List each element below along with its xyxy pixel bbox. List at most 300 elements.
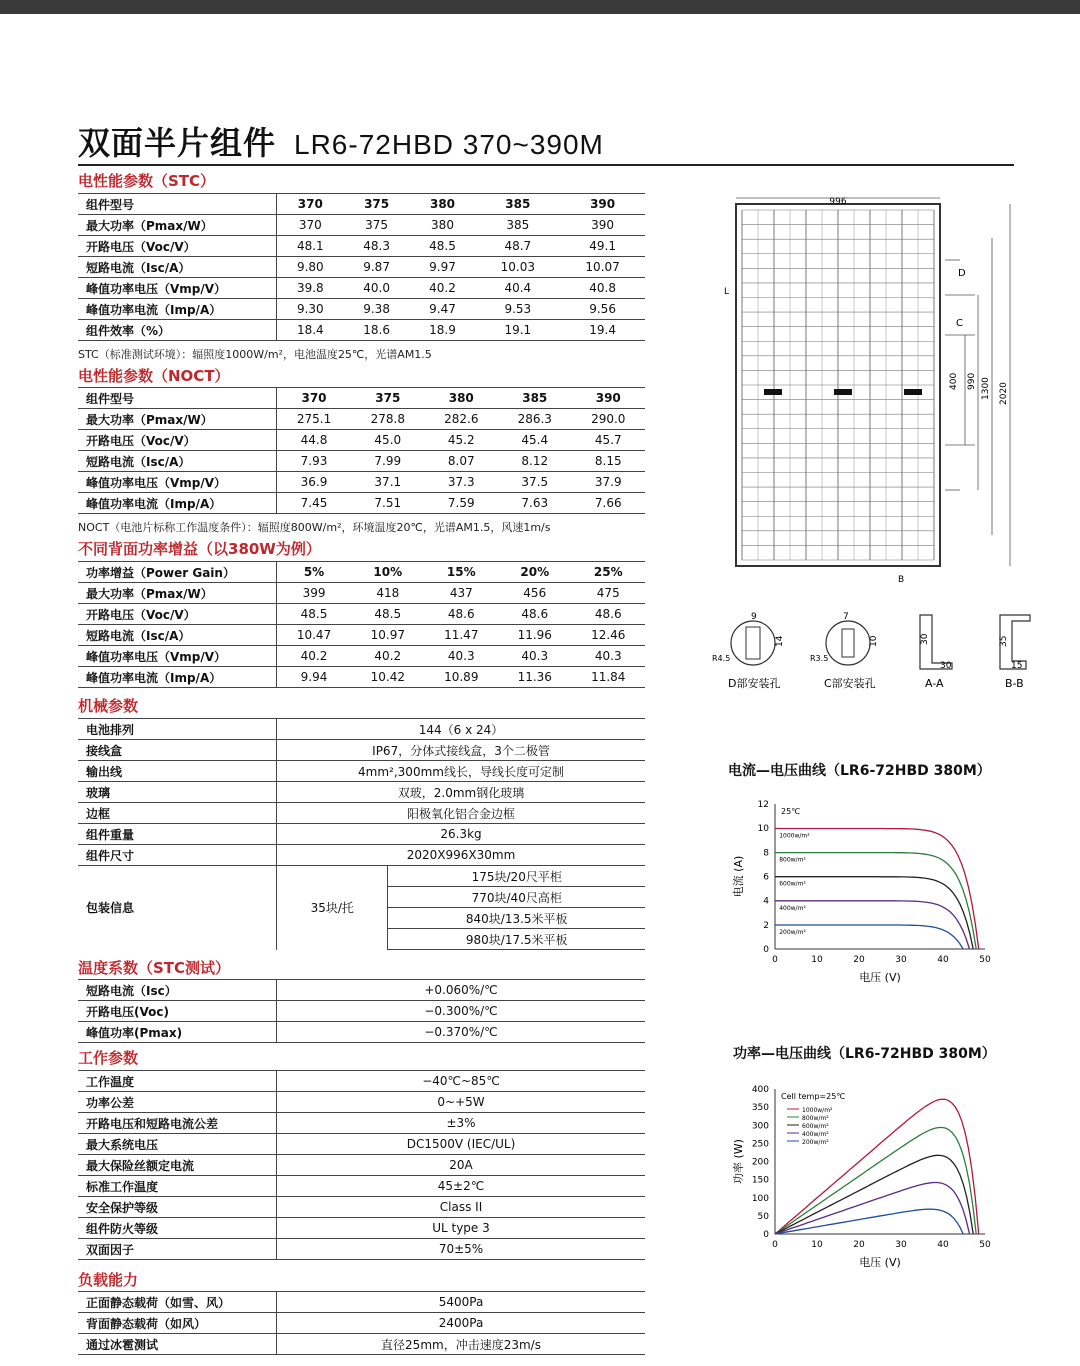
row-label: 接线盒 [78, 740, 277, 761]
table-row [78, 740, 645, 761]
row-label: 组件效率（%） [78, 320, 277, 341]
cell-value: 275.1 [277, 409, 352, 430]
cell-value: 19.4 [560, 320, 645, 341]
row-label: 组件尺寸 [78, 845, 277, 866]
cell-value: 40.2 [277, 646, 352, 667]
cell-value: 385 [475, 215, 560, 236]
table-row [78, 1313, 645, 1334]
table-row [78, 1071, 645, 1092]
cell-value: −40℃~85℃ [277, 1071, 646, 1092]
temp-heading: 温度系数（STC测试） [78, 959, 231, 977]
cell-value: 370 [277, 388, 352, 409]
temp-table [78, 979, 645, 1043]
cell-value: 4mm²,300mm线长，导线长度可定制 [277, 761, 646, 782]
noct-heading: 电性能参数（NOCT） [78, 367, 230, 385]
bb-caption: B-B [1005, 677, 1024, 690]
table-row [78, 472, 645, 493]
cell-value: 10.47 [277, 625, 352, 646]
cell-value: 7.63 [498, 493, 571, 514]
series-label: 400w/m² [779, 904, 806, 912]
dim-400: 400 [949, 372, 959, 390]
x-tick-label: 20 [853, 1240, 865, 1250]
row-label: 功率公差 [78, 1092, 277, 1113]
y-tick-label: 50 [757, 1211, 769, 1222]
table-row [78, 824, 645, 845]
cell-value: 49.1 [560, 236, 645, 257]
work-heading: 工作参数 [78, 1049, 139, 1067]
title-model: LR6-72HBD 370~390M [294, 129, 604, 160]
cell-value: 475 [572, 583, 646, 604]
row-label: 标准工作温度 [78, 1176, 277, 1197]
cell-value: 370 [277, 194, 344, 215]
row-label: 通过冰雹测试 [78, 1334, 277, 1355]
dim-1300: 1300 [981, 377, 991, 400]
cell-value: 980块/17.5米平板 [388, 929, 645, 950]
table-row [78, 409, 645, 430]
cell-value: 19.1 [475, 320, 560, 341]
table-row [78, 430, 645, 451]
x-tick-label: 50 [979, 1240, 991, 1250]
title-cn: 双面半片组件 [78, 124, 277, 162]
x-tick-label: 0 [772, 955, 778, 965]
x-tick-label: 30 [895, 955, 907, 965]
svg-text:35: 35 [999, 635, 1009, 647]
table-row [78, 388, 645, 409]
cell-value: 8.12 [498, 451, 571, 472]
label-c: C [956, 318, 963, 329]
stc-table [78, 193, 645, 341]
row-label: 最大功率（Pmax/W） [78, 409, 277, 430]
table-row [78, 1001, 645, 1022]
cell-value: 11.96 [498, 625, 571, 646]
cell-value: 8.15 [572, 451, 646, 472]
stc-note: STC（标准测试环境）：辐照度1000W/m²，电池温度25℃，光谱AM1.5 [78, 348, 432, 361]
cell-value: 390 [560, 194, 645, 215]
svg-text:9: 9 [751, 612, 757, 622]
x-tick-label: 40 [937, 955, 949, 965]
row-label: 玻璃 [78, 782, 277, 803]
series-line [775, 1155, 973, 1234]
cell-value: 278.8 [351, 409, 424, 430]
series-label: 800w/m² [779, 856, 806, 864]
width-dim: 996 [829, 197, 847, 207]
cell-value: 7.59 [425, 493, 498, 514]
cell-value: 40.3 [425, 646, 498, 667]
row-label: 峰值功率电压（Vmp/V） [78, 646, 277, 667]
gain-heading: 不同背面功率增益（以380W为例） [78, 540, 321, 558]
table-row [78, 845, 645, 866]
cell-value: 35块/托 [277, 866, 388, 950]
table-row [78, 299, 645, 320]
d-hole-caption: D部安装孔 [728, 677, 781, 690]
cell-value: 399 [277, 583, 352, 604]
table-row [78, 1239, 645, 1260]
work-table [78, 1070, 645, 1260]
row-label: 电池排列 [78, 719, 277, 740]
row-label: 峰值功率电流（Imp/A） [78, 667, 277, 688]
cell-value: 40.3 [498, 646, 571, 667]
legend-entry: 200w/m² [802, 1139, 829, 1146]
iv-chart [720, 790, 1020, 990]
y-tick-label: 100 [751, 1193, 769, 1204]
y-tick-label: 400 [751, 1085, 769, 1095]
row-label: 最大保险丝额定电流 [78, 1155, 277, 1176]
cell-value: 375 [344, 215, 410, 236]
row-label: 峰值功率(Pmax) [78, 1022, 277, 1043]
cell-value: 40.0 [344, 278, 410, 299]
row-label: 组件防火等级 [78, 1218, 277, 1239]
cell-value: 37.1 [351, 472, 424, 493]
d-mounting-hole [712, 612, 785, 690]
cell-value: 48.3 [344, 236, 410, 257]
x-axis-label: 电压 (V) [859, 1256, 901, 1269]
cell-value: 456 [498, 583, 571, 604]
row-label: 峰值功率电流（Imp/A） [78, 493, 277, 514]
cell-value: 11.84 [572, 667, 646, 688]
cell-value: 0~+5W [277, 1092, 646, 1113]
cell-value: 437 [425, 583, 498, 604]
y-tick-label: 2 [763, 920, 769, 931]
cell-value: 直径25mm，冲击速度23m/s [277, 1334, 646, 1355]
svg-text:30: 30 [940, 661, 952, 671]
cell-value: 39.8 [277, 278, 344, 299]
table-row [78, 451, 645, 472]
cell-value: 370 [277, 215, 344, 236]
cell-value: 9.80 [277, 257, 344, 278]
y-tick-label: 8 [763, 848, 769, 859]
row-label: 输出线 [78, 761, 277, 782]
svg-text:7: 7 [843, 612, 849, 622]
y-tick-label: 10 [757, 824, 769, 835]
y-tick-label: 350 [751, 1103, 769, 1114]
cell-value: 48.5 [277, 604, 352, 625]
x-tick-label: 10 [811, 1240, 823, 1250]
row-label: 正面静态载荷（如雪、风） [78, 1292, 277, 1313]
y-tick-label: 6 [763, 872, 769, 883]
row-label: 开路电压和短路电流公差 [78, 1113, 277, 1134]
x-tick-label: 10 [811, 955, 823, 965]
cell-value: 48.6 [425, 604, 498, 625]
load-table [78, 1291, 645, 1355]
cell-value: 40.2 [351, 646, 424, 667]
cell-value: 26.3kg [277, 824, 646, 845]
table-row [78, 1134, 645, 1155]
cell-value: 10.03 [475, 257, 560, 278]
cell-value: 40.3 [572, 646, 646, 667]
cell-value: 45±2℃ [277, 1176, 646, 1197]
pv-chart [720, 1075, 1020, 1275]
table-row [78, 236, 645, 257]
gain-table [78, 561, 645, 688]
annotation: Cell temp=25℃ [781, 1092, 846, 1101]
cell-value: 175块/20尺平柜 [388, 866, 645, 887]
table-row [78, 562, 645, 583]
table-row [78, 278, 645, 299]
iv-chart-title: 电流—电压曲线（LR6-72HBD 380M） [728, 763, 991, 779]
row-label: 安全保护等级 [78, 1197, 277, 1218]
cell-value: 9.53 [475, 299, 560, 320]
cell-value: 70±5% [277, 1239, 646, 1260]
cell-value: 9.47 [410, 299, 476, 320]
svg-text:30: 30 [920, 633, 930, 645]
cell-value: 9.87 [344, 257, 410, 278]
label-l: L [724, 287, 730, 297]
x-tick-label: 40 [937, 1240, 949, 1250]
cell-value: 11.36 [498, 667, 571, 688]
cell-value: 9.30 [277, 299, 344, 320]
cell-value: 10.42 [351, 667, 424, 688]
cell-value: +0.060%/℃ [277, 980, 646, 1001]
cell-value: 385 [498, 388, 571, 409]
annotation: 25℃ [781, 807, 801, 816]
cell-value: 18.4 [277, 320, 344, 341]
cell-value: 40.4 [475, 278, 560, 299]
stc-heading: 电性能参数（STC） [78, 172, 216, 190]
row-label: 边框 [78, 803, 277, 824]
legend-entry: 600w/m² [802, 1123, 829, 1130]
x-tick-label: 20 [853, 955, 865, 965]
row-label: 组件型号 [78, 194, 277, 215]
table-row [78, 257, 645, 278]
row-label: 背面静态载荷（如风） [78, 1313, 277, 1334]
x-axis-label: 电压 (V) [859, 971, 901, 984]
table-row [78, 1218, 645, 1239]
table-row [78, 667, 645, 688]
series-label: 600w/m² [779, 880, 806, 888]
y-tick-label: 250 [751, 1139, 769, 1150]
cell-value: 9.97 [410, 257, 476, 278]
cell-value: −0.300%/℃ [277, 1001, 646, 1022]
row-label: 短路电流（Isc/A） [78, 625, 277, 646]
row-label: 开路电压（Voc/V） [78, 236, 277, 257]
cell-value: 45.2 [425, 430, 498, 451]
cell-value: 5400Pa [277, 1292, 646, 1313]
y-tick-label: 4 [763, 896, 769, 907]
mech-heading: 机械参数 [78, 697, 139, 715]
dim-990: 990 [967, 372, 977, 390]
series-line [775, 1209, 963, 1234]
label-d: D [958, 268, 966, 279]
x-tick-label: 30 [895, 1240, 907, 1250]
cell-value: 44.8 [277, 430, 352, 451]
table-row [78, 1197, 645, 1218]
cell-value: 7.99 [351, 451, 424, 472]
table-row [78, 782, 645, 803]
row-label: 开路电压(Voc) [78, 1001, 277, 1022]
table-row [78, 493, 645, 514]
y-tick-label: 200 [751, 1157, 769, 1168]
cell-value: 48.5 [410, 236, 476, 257]
cell-value: 12.46 [572, 625, 646, 646]
cell-value: 18.9 [410, 320, 476, 341]
cell-value: 7.51 [351, 493, 424, 514]
row-label: 功率增益（Power Gain） [78, 562, 277, 583]
table-row [78, 1113, 645, 1134]
cell-value: 10% [351, 562, 424, 583]
row-label: 最大系统电压 [78, 1134, 277, 1155]
cell-value: 770块/40尺高柜 [388, 887, 645, 908]
row-label: 峰值功率电流（Imp/A） [78, 299, 277, 320]
table-row [78, 604, 645, 625]
cell-value: 36.9 [277, 472, 352, 493]
row-label: 短路电流（Isc/A） [78, 451, 277, 472]
row-label: 包装信息 [78, 866, 277, 950]
row-label: 最大功率（Pmax/W） [78, 215, 277, 236]
series-label: 200w/m² [779, 928, 806, 936]
row-label: 组件重量 [78, 824, 277, 845]
y-tick-label: 150 [751, 1175, 769, 1186]
cell-value: 48.6 [498, 604, 571, 625]
cell-value: −0.370%/℃ [277, 1022, 646, 1043]
row-label: 最大功率（Pmax/W） [78, 583, 277, 604]
table-row [78, 1292, 645, 1313]
y-tick-label: 0 [763, 1230, 769, 1240]
top-border [0, 0, 1080, 14]
svg-text:R4.5: R4.5 [712, 654, 731, 663]
row-label: 短路电流（Isc/A） [78, 257, 277, 278]
row-label: 峰值功率电压（Vmp/V） [78, 278, 277, 299]
y-tick-label: 300 [751, 1121, 769, 1132]
load-heading: 负载能力 [78, 1271, 139, 1289]
svg-text:14: 14 [775, 635, 785, 647]
cell-value: 375 [344, 194, 410, 215]
cell-value: 390 [572, 388, 646, 409]
cell-value: 9.56 [560, 299, 645, 320]
cell-value: 阳极氧化铝合金边框 [277, 803, 646, 824]
table-row [78, 1092, 645, 1113]
cell-value: 9.94 [277, 667, 352, 688]
svg-text:10: 10 [869, 635, 879, 647]
cell-value: 144（6 x 24） [277, 719, 646, 740]
y-tick-label: 12 [757, 800, 769, 810]
cell-value: 5% [277, 562, 352, 583]
cell-value: 双玻，2.0mm钢化玻璃 [277, 782, 646, 803]
cell-value: 15% [425, 562, 498, 583]
cell-value: 45.0 [351, 430, 424, 451]
table-row [78, 625, 645, 646]
row-label: 短路电流（Isc） [78, 980, 277, 1001]
cell-value: 25% [572, 562, 646, 583]
cell-value: 9.38 [344, 299, 410, 320]
cell-value: 2400Pa [277, 1313, 646, 1334]
y-tick-label: 0 [763, 945, 769, 955]
cell-value: 380 [425, 388, 498, 409]
mech-table [78, 718, 645, 950]
noct-note: NOCT（电池片标称工作温度条件）：辐照度800W/m²，环境温度20℃，光谱AM1.5，风速1m/s [78, 521, 551, 534]
legend-entry: 400w/m² [802, 1131, 829, 1138]
cell-value: 418 [351, 583, 424, 604]
cell-value: 37.9 [572, 472, 646, 493]
row-label: 组件型号 [78, 388, 277, 409]
cell-value: 375 [351, 388, 424, 409]
cell-value: 840块/13.5米平板 [388, 908, 645, 929]
cell-value: 37.5 [498, 472, 571, 493]
row-label: 双面因子 [78, 1239, 277, 1260]
module-drawing [720, 190, 1040, 590]
cell-value: 11.47 [425, 625, 498, 646]
cell-value: 48.6 [572, 604, 646, 625]
x-tick-label: 0 [772, 1240, 778, 1250]
cell-value: UL type 3 [277, 1218, 646, 1239]
cell-value: 40.2 [410, 278, 476, 299]
cell-value: 45.4 [498, 430, 571, 451]
svg-text:15: 15 [1011, 661, 1023, 671]
table-row [78, 803, 645, 824]
cell-value: 8.07 [425, 451, 498, 472]
cell-value: DC1500V (IEC/UL) [277, 1134, 646, 1155]
x-tick-label: 50 [979, 955, 991, 965]
y-axis-label: 功率 (W) [732, 1139, 745, 1184]
row-label: 开路电压（Voc/V） [78, 430, 277, 451]
cell-value: 48.5 [351, 604, 424, 625]
table-row [78, 866, 645, 887]
page-title [78, 118, 604, 164]
c-mounting-hole [810, 612, 879, 690]
table-row [78, 646, 645, 667]
cell-value: 20A [277, 1155, 646, 1176]
cell-value: 48.7 [475, 236, 560, 257]
dim-2020: 2020 [999, 382, 1009, 405]
cell-value: 7.93 [277, 451, 352, 472]
cell-value: 40.8 [560, 278, 645, 299]
series-label: 1000w/m² [779, 832, 810, 840]
section-a-a [920, 615, 952, 690]
cell-value: 45.7 [572, 430, 646, 451]
cell-value: 380 [410, 194, 476, 215]
cell-value: 385 [475, 194, 560, 215]
cell-value: 2020X996X30mm [277, 845, 646, 866]
table-row [78, 215, 645, 236]
svg-text:R3.5: R3.5 [810, 654, 829, 663]
cell-value: 7.66 [572, 493, 646, 514]
cell-value: 282.6 [425, 409, 498, 430]
label-b: B [898, 575, 905, 585]
section-b-b [999, 615, 1030, 690]
cell-value: 10.89 [425, 667, 498, 688]
title-rule [78, 164, 1014, 166]
cell-value: 380 [410, 215, 476, 236]
cell-value: ±3% [277, 1113, 646, 1134]
table-row [78, 1176, 645, 1197]
cell-value: 10.07 [560, 257, 645, 278]
y-axis-label: 电流 (A) [732, 855, 745, 898]
row-label: 峰值功率电压（Vmp/V） [78, 472, 277, 493]
table-row [78, 980, 645, 1001]
table-row [78, 320, 645, 341]
cell-value: Class II [277, 1197, 646, 1218]
table-row [78, 719, 645, 740]
cell-value: 286.3 [498, 409, 571, 430]
table-row [78, 1022, 645, 1043]
aa-caption: A-A [925, 677, 944, 690]
table-row [78, 583, 645, 604]
cell-value: 10.97 [351, 625, 424, 646]
legend-entry: 800w/m² [802, 1115, 829, 1122]
cell-value: 48.1 [277, 236, 344, 257]
row-label: 开路电压（Voc/V） [78, 604, 277, 625]
legend-entry: 1000w/m² [802, 1107, 833, 1114]
cell-value: 390 [560, 215, 645, 236]
cell-value: IP67，分体式接线盒，3个二极管 [277, 740, 646, 761]
detail-drawings [700, 605, 1070, 700]
row-label: 工作温度 [78, 1071, 277, 1092]
c-hole-caption: C部安装孔 [824, 677, 876, 690]
table-row [78, 194, 645, 215]
noct-table [78, 387, 645, 514]
table-row [78, 761, 645, 782]
cell-value: 290.0 [572, 409, 646, 430]
cell-value: 20% [498, 562, 571, 583]
